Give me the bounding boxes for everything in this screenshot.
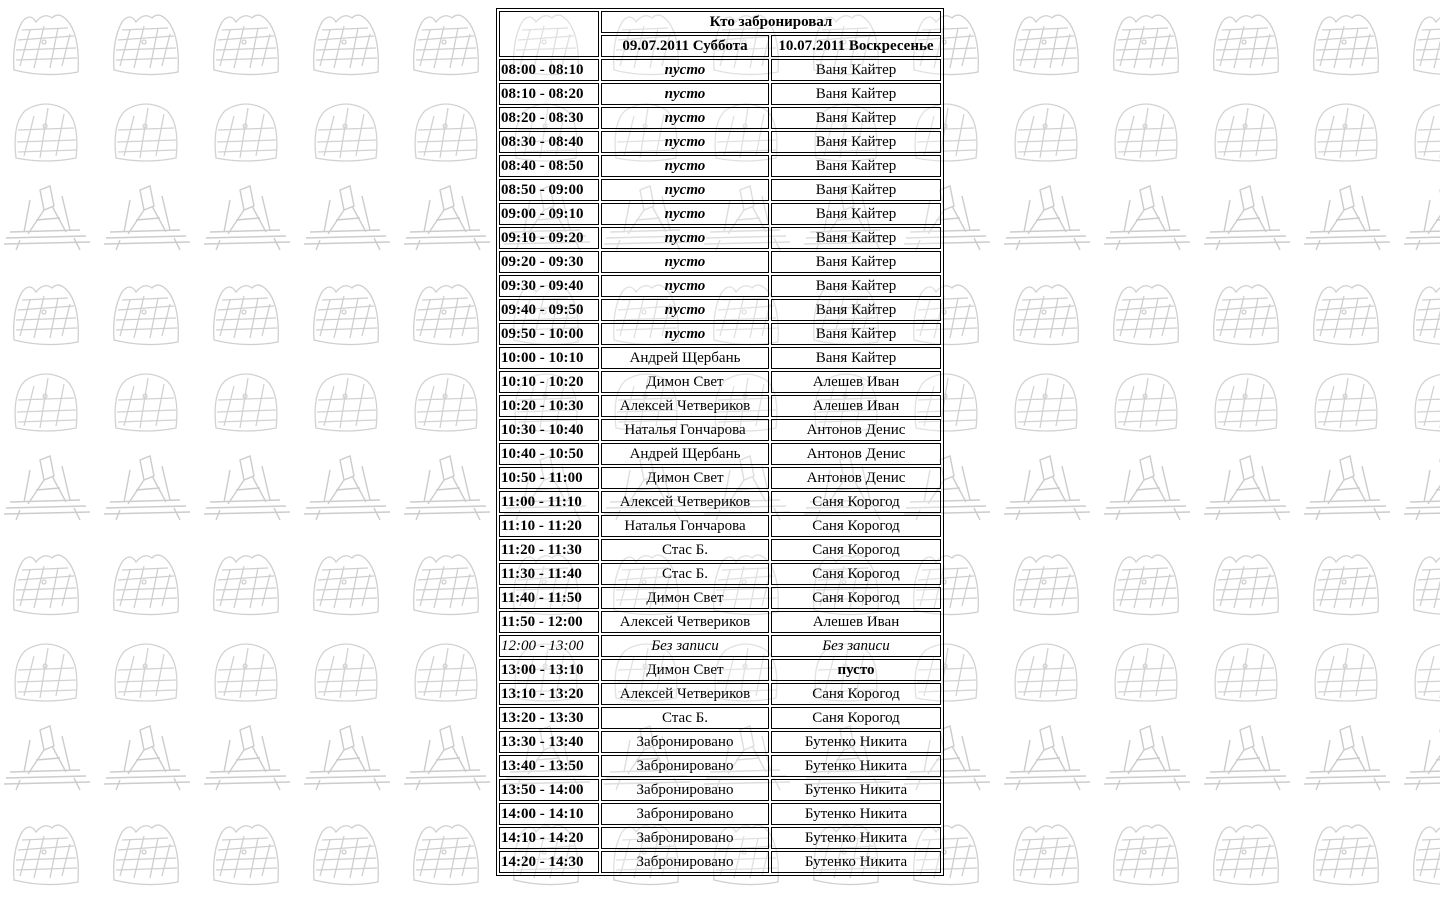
sunday-booking: Антонов Денис: [771, 467, 941, 489]
saturday-booking: Забронировано: [601, 755, 769, 777]
time-slot: 10:10 - 10:20: [499, 371, 599, 393]
time-slot: 11:50 - 12:00: [499, 611, 599, 633]
saturday-booking: Андрей Щербань: [601, 443, 769, 465]
time-slot: 13:50 - 14:00: [499, 779, 599, 801]
saturday-booking: пусто: [601, 227, 769, 249]
day-header-saturday: 09.07.2011 Суббота: [601, 35, 769, 57]
time-slot: 10:40 - 10:50: [499, 443, 599, 465]
saturday-booking: Алексей Четвериков: [601, 611, 769, 633]
table-row: [499, 635, 941, 657]
table-row: [499, 371, 941, 393]
saturday-booking: Наталья Гончарова: [601, 515, 769, 537]
table-row: [499, 515, 941, 537]
time-slot: 13:30 - 13:40: [499, 731, 599, 753]
table-row: [499, 467, 941, 489]
day-header-sunday: 10.07.2011 Воскресенье: [771, 35, 941, 57]
table-row: [499, 419, 941, 441]
sunday-booking: Саня Корогод: [771, 539, 941, 561]
time-slot: 08:10 - 08:20: [499, 83, 599, 105]
saturday-booking: Димон Свет: [601, 659, 769, 681]
saturday-booking: Димон Свет: [601, 587, 769, 609]
table-row: [499, 611, 941, 633]
time-slot: 08:30 - 08:40: [499, 131, 599, 153]
time-slot: 12:00 - 13:00: [499, 635, 599, 657]
table-row: [499, 83, 941, 105]
saturday-booking: пусто: [601, 251, 769, 273]
table-row: [499, 563, 941, 585]
saturday-booking: пусто: [601, 179, 769, 201]
saturday-booking: Димон Свет: [601, 467, 769, 489]
saturday-booking: Стас Б.: [601, 563, 769, 585]
sunday-booking: Саня Корогод: [771, 515, 941, 537]
sunday-booking: Алешев Иван: [771, 371, 941, 393]
table-row: [499, 779, 941, 801]
time-slot: 11:30 - 11:40: [499, 563, 599, 585]
sunday-booking: Ваня Кайтер: [771, 107, 941, 129]
sunday-booking: Саня Корогод: [771, 707, 941, 729]
time-slot: 10:30 - 10:40: [499, 419, 599, 441]
saturday-booking: пусто: [601, 155, 769, 177]
saturday-booking: Забронировано: [601, 827, 769, 849]
time-slot: 13:40 - 13:50: [499, 755, 599, 777]
sunday-booking: Саня Корогод: [771, 683, 941, 705]
saturday-booking: Димон Свет: [601, 371, 769, 393]
corner-cell: [499, 11, 599, 57]
sunday-booking: Бутенко Никита: [771, 731, 941, 753]
time-slot: 11:20 - 11:30: [499, 539, 599, 561]
sunday-booking: Ваня Кайтер: [771, 59, 941, 81]
sunday-booking: Ваня Кайтер: [771, 83, 941, 105]
saturday-booking: пусто: [601, 275, 769, 297]
table-header-row: [499, 11, 941, 33]
table-row: [499, 851, 941, 873]
time-slot: 13:00 - 13:10: [499, 659, 599, 681]
time-slot: 14:00 - 14:10: [499, 803, 599, 825]
booking-rows: [499, 59, 941, 873]
sunday-booking: пусто: [771, 659, 941, 681]
sunday-booking: Бутенко Никита: [771, 803, 941, 825]
saturday-booking: Без записи: [601, 635, 769, 657]
table-row: [499, 539, 941, 561]
time-slot: 08:00 - 08:10: [499, 59, 599, 81]
time-slot: 09:30 - 09:40: [499, 275, 599, 297]
table-row: [499, 803, 941, 825]
sunday-booking: Ваня Кайтер: [771, 179, 941, 201]
table-row: [499, 155, 941, 177]
sunday-booking: Антонов Денис: [771, 419, 941, 441]
booking-table: [496, 8, 944, 876]
table-row: [499, 299, 941, 321]
table-row: [499, 659, 941, 681]
sunday-booking: Бутенко Никита: [771, 851, 941, 873]
saturday-booking: пусто: [601, 59, 769, 81]
sunday-booking: Антонов Денис: [771, 443, 941, 465]
sunday-booking: Ваня Кайтер: [771, 299, 941, 321]
saturday-booking: пусто: [601, 323, 769, 345]
sunday-booking: Ваня Кайтер: [771, 203, 941, 225]
sunday-booking: Ваня Кайтер: [771, 251, 941, 273]
sunday-booking: Ваня Кайтер: [771, 275, 941, 297]
table-row: [499, 491, 941, 513]
time-slot: 14:20 - 14:30: [499, 851, 599, 873]
sunday-booking: Саня Корогод: [771, 587, 941, 609]
time-slot: 08:50 - 09:00: [499, 179, 599, 201]
time-slot: 13:10 - 13:20: [499, 683, 599, 705]
table-row: [499, 131, 941, 153]
sunday-booking: Ваня Кайтер: [771, 131, 941, 153]
saturday-booking: Стас Б.: [601, 539, 769, 561]
table-row: [499, 731, 941, 753]
table-row: [499, 395, 941, 417]
sunday-booking: Алешев Иван: [771, 611, 941, 633]
table-row: [499, 443, 941, 465]
table-row: [499, 347, 941, 369]
table-row: [499, 755, 941, 777]
saturday-booking: пусто: [601, 107, 769, 129]
saturday-booking: Алексей Четвериков: [601, 395, 769, 417]
sunday-booking: Бутенко Никита: [771, 779, 941, 801]
table-row: [499, 251, 941, 273]
time-slot: 08:20 - 08:30: [499, 107, 599, 129]
sunday-booking: Ваня Кайтер: [771, 347, 941, 369]
saturday-booking: Наталья Гончарова: [601, 419, 769, 441]
sunday-booking: Саня Корогод: [771, 491, 941, 513]
sunday-booking: Бутенко Никита: [771, 755, 941, 777]
saturday-booking: Забронировано: [601, 851, 769, 873]
time-slot: 09:40 - 09:50: [499, 299, 599, 321]
time-slot: 08:40 - 08:50: [499, 155, 599, 177]
time-slot: 11:40 - 11:50: [499, 587, 599, 609]
sunday-booking: Саня Корогод: [771, 563, 941, 585]
saturday-booking: Стас Б.: [601, 707, 769, 729]
time-slot: 11:00 - 11:10: [499, 491, 599, 513]
saturday-booking: пусто: [601, 299, 769, 321]
saturday-booking: Забронировано: [601, 779, 769, 801]
time-slot: 14:10 - 14:20: [499, 827, 599, 849]
time-slot: 09:50 - 10:00: [499, 323, 599, 345]
saturday-booking: пусто: [601, 203, 769, 225]
saturday-booking: Алексей Четвериков: [601, 491, 769, 513]
time-slot: 13:20 - 13:30: [499, 707, 599, 729]
table-row: [499, 587, 941, 609]
table-row: [499, 59, 941, 81]
table-row: [499, 107, 941, 129]
time-slot: 09:20 - 09:30: [499, 251, 599, 273]
saturday-booking: Алексей Четвериков: [601, 683, 769, 705]
table-row: [499, 203, 941, 225]
table-row: [499, 707, 941, 729]
sunday-booking: Ваня Кайтер: [771, 155, 941, 177]
table-row: [499, 227, 941, 249]
saturday-booking: Забронировано: [601, 731, 769, 753]
time-slot: 09:10 - 09:20: [499, 227, 599, 249]
table-row: [499, 323, 941, 345]
saturday-booking: пусто: [601, 83, 769, 105]
sunday-booking: Ваня Кайтер: [771, 227, 941, 249]
time-slot: 10:20 - 10:30: [499, 395, 599, 417]
sunday-booking: Алешев Иван: [771, 395, 941, 417]
sunday-booking: Бутенко Никита: [771, 827, 941, 849]
saturday-booking: Забронировано: [601, 803, 769, 825]
table-row: [499, 275, 941, 297]
table-caption: Кто забронировал: [601, 11, 941, 33]
time-slot: 09:00 - 09:10: [499, 203, 599, 225]
sunday-booking: Без записи: [771, 635, 941, 657]
sunday-booking: Ваня Кайтер: [771, 323, 941, 345]
table-row: [499, 827, 941, 849]
time-slot: 10:50 - 11:00: [499, 467, 599, 489]
table-row: [499, 179, 941, 201]
saturday-booking: Андрей Щербань: [601, 347, 769, 369]
saturday-booking: пусто: [601, 131, 769, 153]
time-slot: 10:00 - 10:10: [499, 347, 599, 369]
time-slot: 11:10 - 11:20: [499, 515, 599, 537]
table-row: [499, 683, 941, 705]
